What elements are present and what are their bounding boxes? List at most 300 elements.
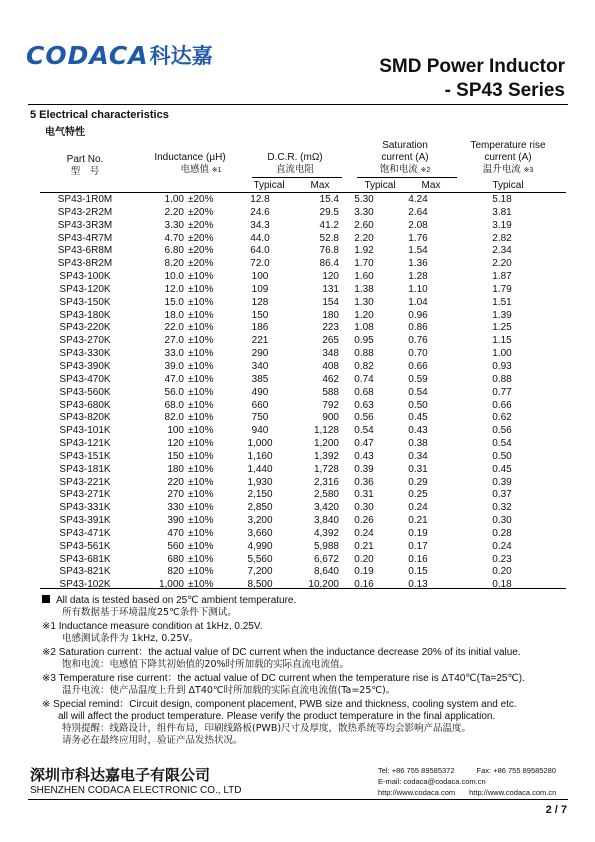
cell-inductance: 8.20 xyxy=(164,258,184,270)
cell-dcr-max: 348 xyxy=(322,348,339,360)
cell-sat-typical: 0.16 xyxy=(354,579,374,591)
cell-dcr-max: 3,420 xyxy=(313,502,339,514)
series-title: - SP43 Series xyxy=(444,80,565,101)
cell-temp-typical: 0.88 xyxy=(492,373,512,385)
cell-part-no: SP43-121K xyxy=(59,438,111,450)
footer-divider xyxy=(28,799,568,800)
note-special-remind-cont: all will affect the product temperature. Please verify the product temperature in the final application. xyxy=(58,711,496,722)
cell-temp-typical: 3.81 xyxy=(492,206,512,218)
cell-tolerance: ±10% xyxy=(188,399,214,411)
header-part-no-cn: 型 号 xyxy=(70,166,100,177)
cell-dcr-typical: 1,440 xyxy=(247,463,273,475)
cell-dcr-max: 120 xyxy=(322,271,339,283)
cell-part-no: SP43-820K xyxy=(59,412,111,424)
cell-temp-typical: 0.39 xyxy=(492,476,512,488)
cell-tolerance: ±10% xyxy=(188,322,214,334)
footnote-mark-2: ※2 xyxy=(420,167,431,174)
cell-tolerance: ±10% xyxy=(188,540,214,552)
cell-sat-max: 0.13 xyxy=(408,579,428,591)
cell-tolerance: ±10% xyxy=(188,373,214,385)
cell-sat-max: 0.25 xyxy=(408,489,428,501)
cell-dcr-typical: 340 xyxy=(251,360,269,372)
cell-sat-max: 0.43 xyxy=(408,425,428,437)
table-row xyxy=(40,489,557,502)
cell-sat-typical: 0.82 xyxy=(354,360,374,372)
header-temp-cn: 温升电流 xyxy=(482,164,521,175)
cell-inductance: 220 xyxy=(167,476,184,488)
cell-dcr-typical: 72.0 xyxy=(250,258,270,270)
cell-sat-typical: 0.36 xyxy=(354,476,374,488)
cell-part-no: SP43-3R3M xyxy=(57,219,113,231)
cell-dcr-typical: 34.3 xyxy=(250,219,270,231)
cell-sat-max: 1.10 xyxy=(408,283,428,295)
cell-temp-typical: 3.19 xyxy=(492,219,512,231)
cell-inductance: 1.00 xyxy=(164,194,184,205)
cell-dcr-max: 900 xyxy=(322,412,339,424)
cell-part-no: SP43-470K xyxy=(59,373,111,385)
cell-inductance: 120 xyxy=(167,438,184,450)
cell-part-no: SP43-391K xyxy=(59,515,111,527)
cell-tolerance: ±10% xyxy=(188,566,214,578)
cell-dcr-typical: 109 xyxy=(251,283,269,295)
cell-tolerance: ±10% xyxy=(188,335,214,347)
cell-part-no: SP43-150K xyxy=(59,296,111,308)
note-ambient-text: All data is tested based on 25℃ ambient temperature. xyxy=(56,595,297,606)
cell-part-no: SP43-390K xyxy=(59,360,111,372)
cell-sat-typical: 0.43 xyxy=(354,450,374,462)
cell-part-no: SP43-220K xyxy=(59,322,111,334)
cell-part-no: SP43-330K xyxy=(59,348,111,360)
cell-temp-typical: 0.23 xyxy=(492,553,512,565)
cell-part-no: SP43-821K xyxy=(59,566,111,578)
note-inductance: ※1 Inductance measure condition at 1kHz, 0.25V. xyxy=(42,621,263,632)
cell-tolerance: ±10% xyxy=(188,309,214,321)
cell-sat-typical: 1.92 xyxy=(354,245,374,257)
cell-sat-max: 0.29 xyxy=(408,476,428,488)
dcr-underline xyxy=(252,177,342,178)
cell-sat-max: 0.34 xyxy=(408,450,428,462)
cell-temp-typical: 2.82 xyxy=(492,232,512,244)
cell-sat-typical: 1.08 xyxy=(354,322,374,334)
cell-temp-typical: 0.18 xyxy=(492,579,512,591)
company-name-cn: 深圳市科达嘉电子有限公司 xyxy=(30,766,211,784)
header-sat-cn: 饱和电流 xyxy=(379,164,418,175)
cell-dcr-max: 52.8 xyxy=(319,232,339,244)
cell-sat-max: 0.96 xyxy=(408,309,428,321)
cell-inductance: 33.0 xyxy=(164,348,184,360)
cell-inductance: 330 xyxy=(167,502,184,514)
cell-sat-max: 0.50 xyxy=(408,399,428,411)
cell-part-no: SP43-101K xyxy=(59,425,111,437)
cell-temp-typical: 0.28 xyxy=(492,527,512,539)
cell-dcr-max: 15.4 xyxy=(319,194,339,205)
cell-part-no: SP43-270K xyxy=(59,335,111,347)
cell-inductance: 18.0 xyxy=(164,309,184,321)
cell-tolerance: ±10% xyxy=(188,425,214,437)
cell-inductance: 100 xyxy=(167,425,184,437)
cell-sat-typical: 0.95 xyxy=(354,335,374,347)
cell-tolerance: ±10% xyxy=(188,296,214,308)
note-inductance-cn: 电感测试条件为 1kHz, 0.25V。 xyxy=(62,633,199,644)
cell-dcr-typical: 64.0 xyxy=(250,245,270,257)
cell-inductance: 6.80 xyxy=(164,245,184,257)
cell-temp-typical: 0.56 xyxy=(492,425,512,437)
cell-part-no: SP43-120K xyxy=(59,283,111,295)
website-link-cn[interactable]: http://www.codaca.com.cn xyxy=(469,788,557,797)
cell-dcr-typical: 186 xyxy=(251,322,269,334)
bullet-square-icon xyxy=(42,595,50,603)
cell-inductance: 27.0 xyxy=(164,335,184,347)
contact-email[interactable]: E-mail: codaca@codaca.com.cn xyxy=(378,777,486,786)
cell-dcr-typical: 44.0 xyxy=(250,232,270,244)
cell-inductance: 150 xyxy=(167,450,184,462)
cell-sat-max: 0.54 xyxy=(408,386,428,398)
cell-part-no: SP43-2R2M xyxy=(57,206,113,218)
cell-dcr-max: 76.8 xyxy=(319,245,339,257)
cell-sat-typical: 3.30 xyxy=(354,206,374,218)
table-bottom-border xyxy=(40,588,566,589)
cell-dcr-typical: 150 xyxy=(251,309,269,321)
cell-tolerance: ±10% xyxy=(188,450,214,462)
cell-sat-max: 4.24 xyxy=(408,194,428,205)
cell-sat-typical: 5.30 xyxy=(354,194,374,205)
cell-sat-typical: 0.63 xyxy=(354,399,374,411)
header-temp-line1: Temperature rise xyxy=(470,140,546,151)
cell-dcr-max: 4,392 xyxy=(313,527,339,539)
cell-sat-max: 2.08 xyxy=(408,219,428,231)
cell-inductance: 820 xyxy=(167,566,184,578)
cell-sat-max: 0.19 xyxy=(408,527,428,539)
cell-dcr-max: 6,672 xyxy=(313,553,339,565)
cell-dcr-max: 86.4 xyxy=(319,258,339,270)
cell-sat-typical: 0.20 xyxy=(354,553,374,565)
cell-tolerance: ±20% xyxy=(188,232,214,244)
cell-temp-typical: 0.30 xyxy=(492,515,512,527)
cell-sat-max: 0.45 xyxy=(408,412,428,424)
cell-sat-typical: 0.74 xyxy=(354,373,374,385)
cell-sat-typical: 0.31 xyxy=(354,489,374,501)
notes xyxy=(42,595,525,747)
table-row xyxy=(40,207,557,220)
table-row xyxy=(40,322,557,335)
cell-part-no: SP43-102K xyxy=(59,579,111,591)
header-temp-rise xyxy=(450,140,566,177)
contact-fax: Fax: +86 755 89585280 xyxy=(476,766,556,775)
cell-temp-typical: 0.37 xyxy=(492,489,512,501)
cell-part-no: SP43-471K xyxy=(59,527,111,539)
cell-dcr-max: 1,128 xyxy=(313,425,339,437)
table-row xyxy=(40,438,557,451)
header-inductance-cn: 电感值 xyxy=(180,164,209,175)
cell-sat-max: 1.28 xyxy=(408,271,428,283)
table-row xyxy=(40,387,557,400)
sat-underline xyxy=(357,177,457,178)
table-row xyxy=(40,541,557,554)
cell-sat-typical: 0.68 xyxy=(354,386,374,398)
note-special-remind-cn: 特別提醒：线路设计，组件布局，印刷线路板(PWB)尺寸及厚度，散热系统等均会影响产品温度。 xyxy=(62,723,472,734)
cell-sat-typical: 0.19 xyxy=(354,566,374,578)
cell-temp-typical: 1.79 xyxy=(492,283,512,295)
table-row xyxy=(40,310,557,323)
note-special-remind-cn2: 请务必在最终应用时，验证产品发热状况。 xyxy=(62,735,243,746)
logo-text-cn: 科达嘉 xyxy=(149,44,213,68)
cell-temp-typical: 0.50 xyxy=(492,450,512,462)
cell-temp-typical: 0.54 xyxy=(492,438,512,450)
table-row xyxy=(40,464,557,477)
note-temperature-cn: 温升电流：使产品温度上升到 ΔT40℃时所加载的实际直流电流值(Ta=25℃)。 xyxy=(62,685,396,696)
cell-sat-typical: 0.26 xyxy=(354,515,374,527)
cell-inductance: 560 xyxy=(167,540,184,552)
table-row xyxy=(40,502,557,515)
table-row xyxy=(40,554,557,567)
cell-inductance: 15.0 xyxy=(164,296,184,308)
cell-tolerance: ±10% xyxy=(188,283,214,295)
cell-dcr-max: 223 xyxy=(322,322,339,334)
table-row xyxy=(40,258,557,271)
cell-sat-max: 1.04 xyxy=(408,296,428,308)
cell-dcr-typical: 290 xyxy=(251,348,269,360)
cell-sat-typical: 1.60 xyxy=(354,271,374,283)
cell-dcr-typical: 12.8 xyxy=(250,194,270,205)
cell-dcr-max: 1,200 xyxy=(313,438,339,450)
cell-dcr-max: 1,392 xyxy=(313,450,339,462)
cell-inductance: 4.70 xyxy=(164,232,184,244)
cell-part-no: SP43-1R0M xyxy=(57,194,113,205)
cell-temp-typical: 1.15 xyxy=(492,335,512,347)
cell-inductance: 47.0 xyxy=(164,373,184,385)
cell-part-no: SP43-180K xyxy=(59,309,111,321)
cell-dcr-max: 10,200 xyxy=(308,579,339,591)
cell-part-no: SP43-4R7M xyxy=(57,232,113,244)
cell-sat-max: 0.31 xyxy=(408,463,428,475)
cell-temp-typical: 0.77 xyxy=(492,386,512,398)
cell-tolerance: ±10% xyxy=(188,527,214,539)
cell-sat-typical: 0.30 xyxy=(354,502,374,514)
cell-temp-typical: 0.66 xyxy=(492,399,512,411)
cell-dcr-typical: 24.6 xyxy=(250,206,270,218)
cell-tolerance: ±20% xyxy=(188,245,214,257)
note-saturation-cn: 饱和电流：电感值下降其初始值的20%时所加载的实际直流电流值。 xyxy=(62,659,350,670)
note-special-remind: ※ Special remind：Circuit design, component placement, PWB size and thickness, cooling system and etc. xyxy=(42,699,517,710)
cell-tolerance: ±10% xyxy=(188,502,214,514)
cell-dcr-max: 180 xyxy=(322,309,339,321)
cell-tolerance: ±10% xyxy=(188,438,214,450)
cell-dcr-max: 41.2 xyxy=(319,219,339,231)
table-row xyxy=(40,245,557,258)
cell-temp-typical: 1.25 xyxy=(492,322,512,334)
cell-part-no: SP43-680K xyxy=(59,399,111,411)
header-temp-line2: current (A) xyxy=(484,152,532,163)
cell-dcr-typical: 1,160 xyxy=(247,450,273,462)
cell-sat-max: 0.66 xyxy=(408,360,428,372)
section-title-cn: 电气特性 xyxy=(45,127,85,138)
cell-inductance: 82.0 xyxy=(164,412,184,424)
cell-dcr-max: 2,316 xyxy=(313,476,339,488)
cell-tolerance: ±10% xyxy=(188,348,214,360)
cell-dcr-typical: 1,000 xyxy=(247,438,273,450)
cell-sat-typical: 0.24 xyxy=(354,527,374,539)
footnote-mark-1: ※1 xyxy=(211,167,222,174)
cell-tolerance: ±10% xyxy=(188,489,214,501)
cell-dcr-typical: 4,990 xyxy=(247,540,273,552)
cell-sat-typical: 1.20 xyxy=(354,309,374,321)
header-part-no xyxy=(40,154,130,178)
cell-sat-typical: 1.38 xyxy=(354,283,374,295)
company-name-en: SHENZHEN CODACA ELECTRONIC CO., LTD xyxy=(30,785,242,796)
cell-inductance: 270 xyxy=(167,489,184,501)
cell-sat-typical: 2.60 xyxy=(354,219,374,231)
header-inductance-en: Inductance (µH) xyxy=(154,152,226,163)
contact-info xyxy=(378,765,556,798)
website-link[interactable]: http://www.codaca.com xyxy=(378,788,456,797)
company-logo xyxy=(26,40,213,70)
cell-temp-typical: 0.20 xyxy=(492,566,512,578)
cell-inductance: 1,000 xyxy=(158,579,184,591)
table-row xyxy=(40,233,557,246)
cell-sat-typical: 0.88 xyxy=(354,348,374,360)
cell-temp-typical: 2.34 xyxy=(492,245,512,257)
cell-tolerance: ±10% xyxy=(188,579,214,591)
logo-text-en: CODACA xyxy=(26,40,149,70)
cell-dcr-typical: 128 xyxy=(251,296,269,308)
cell-temp-typical: 0.62 xyxy=(492,412,512,424)
cell-tolerance: ±20% xyxy=(188,219,214,231)
table-row xyxy=(40,425,557,438)
cell-inductance: 3.30 xyxy=(164,219,184,231)
cell-dcr-typical: 2,850 xyxy=(247,502,273,514)
cell-sat-max: 2.64 xyxy=(408,206,428,218)
cell-sat-max: 0.15 xyxy=(408,566,428,578)
table-row xyxy=(40,348,557,361)
cell-sat-typical: 1.70 xyxy=(354,258,374,270)
header-sat-line2: current (A) xyxy=(381,152,429,163)
cell-sat-max: 0.70 xyxy=(408,348,428,360)
cell-dcr-typical: 660 xyxy=(251,399,269,411)
note-saturation: ※2 Saturation current：the actual value of DC current when the inductance decrease 20% of its initial value. xyxy=(42,647,521,658)
table-header-divider xyxy=(40,192,566,193)
cell-inductance: 10.0 xyxy=(164,271,184,283)
cell-sat-typical: 0.39 xyxy=(354,463,374,475)
table-row xyxy=(40,515,557,528)
header-sat-typical: Typical xyxy=(364,180,396,191)
cell-inductance: 39.0 xyxy=(164,360,184,372)
cell-inductance: 680 xyxy=(167,553,184,565)
cell-part-no: SP43-561K xyxy=(59,540,111,552)
cell-inductance: 470 xyxy=(167,527,184,539)
cell-part-no: SP43-6R8M xyxy=(57,245,113,257)
cell-tolerance: ±10% xyxy=(188,360,214,372)
cell-dcr-max: 29.5 xyxy=(319,206,339,218)
cell-dcr-typical: 5,560 xyxy=(247,553,273,565)
cell-sat-typical: 0.47 xyxy=(354,438,374,450)
cell-dcr-typical: 3,200 xyxy=(247,515,273,527)
cell-sat-typical: 1.30 xyxy=(354,296,374,308)
cell-inductance: 180 xyxy=(167,463,184,475)
table-row xyxy=(40,297,557,310)
table-row xyxy=(40,220,557,233)
cell-part-no: SP43-8R2M xyxy=(57,258,113,270)
cell-inductance: 22.0 xyxy=(164,322,184,334)
cell-dcr-max: 2,580 xyxy=(313,489,339,501)
cell-sat-typical: 0.21 xyxy=(354,540,374,552)
section-title: 5 Electrical characteristics xyxy=(30,109,169,121)
header-saturation xyxy=(346,140,464,177)
cell-tolerance: ±10% xyxy=(188,386,214,398)
cell-inductance: 390 xyxy=(167,515,184,527)
table-row xyxy=(40,477,557,490)
cell-inductance: 68.0 xyxy=(164,399,184,411)
cell-part-no: SP43-100K xyxy=(59,271,111,283)
cell-temp-typical: 1.87 xyxy=(492,271,512,283)
cell-part-no: SP43-181K xyxy=(59,463,111,475)
cell-part-no: SP43-331K xyxy=(59,502,111,514)
cell-inductance: 12.0 xyxy=(164,283,184,295)
cell-temp-typical: 1.39 xyxy=(492,309,512,321)
cell-inductance: 2.20 xyxy=(164,206,184,218)
cell-dcr-typical: 490 xyxy=(251,386,269,398)
cell-dcr-max: 131 xyxy=(322,283,339,295)
cell-sat-typical: 2.20 xyxy=(354,232,374,244)
footnote-mark-3: ※3 xyxy=(523,167,534,174)
cell-tolerance: ±10% xyxy=(188,271,214,283)
table-row xyxy=(40,412,557,425)
table-row xyxy=(40,374,557,387)
cell-dcr-max: 1,728 xyxy=(313,463,339,475)
cell-part-no: SP43-221K xyxy=(59,476,111,488)
cell-temp-typical: 0.32 xyxy=(492,502,512,514)
cell-dcr-max: 5,988 xyxy=(313,540,339,552)
cell-part-no: SP43-271K xyxy=(59,489,111,501)
electrical-characteristics-table xyxy=(40,194,557,592)
table-row xyxy=(40,194,557,207)
cell-tolerance: ±20% xyxy=(188,194,214,205)
table-row xyxy=(40,566,557,579)
cell-dcr-typical: 750 xyxy=(251,412,269,424)
table-row xyxy=(40,284,557,297)
header-dcr-typical: Typical xyxy=(253,180,285,191)
table-row xyxy=(40,528,557,541)
cell-dcr-typical: 1,930 xyxy=(247,476,273,488)
cell-sat-max: 0.76 xyxy=(408,335,428,347)
header-divider xyxy=(28,104,568,105)
cell-sat-max: 0.17 xyxy=(408,540,428,552)
cell-temp-typical: 1.00 xyxy=(492,348,512,360)
cell-temp-typical: 0.24 xyxy=(492,540,512,552)
cell-sat-typical: 0.54 xyxy=(354,425,374,437)
cell-temp-typical: 2.20 xyxy=(492,258,512,270)
cell-tolerance: ±10% xyxy=(188,463,214,475)
cell-sat-max: 0.86 xyxy=(408,322,428,334)
cell-sat-max: 1.54 xyxy=(408,245,428,257)
cell-tolerance: ±10% xyxy=(188,553,214,565)
cell-dcr-max: 154 xyxy=(322,296,339,308)
cell-inductance: 56.0 xyxy=(164,386,184,398)
cell-sat-max: 0.24 xyxy=(408,502,428,514)
cell-dcr-max: 3,840 xyxy=(313,515,339,527)
cell-tolerance: ±10% xyxy=(188,515,214,527)
cell-sat-typical: 0.56 xyxy=(354,412,374,424)
cell-sat-max: 1.36 xyxy=(408,258,428,270)
cell-tolerance: ±10% xyxy=(188,412,214,424)
cell-dcr-typical: 7,200 xyxy=(247,566,273,578)
contact-tel: Tel: +86 755 89585372 xyxy=(378,766,455,775)
cell-sat-max: 1.76 xyxy=(408,232,428,244)
header-dcr-cn: 直流电阻 xyxy=(275,164,314,175)
cell-temp-typical: 5.18 xyxy=(492,194,512,205)
header-sat-line1: Saturation xyxy=(382,140,428,151)
cell-dcr-typical: 940 xyxy=(251,425,269,437)
cell-tolerance: ±10% xyxy=(188,476,214,488)
